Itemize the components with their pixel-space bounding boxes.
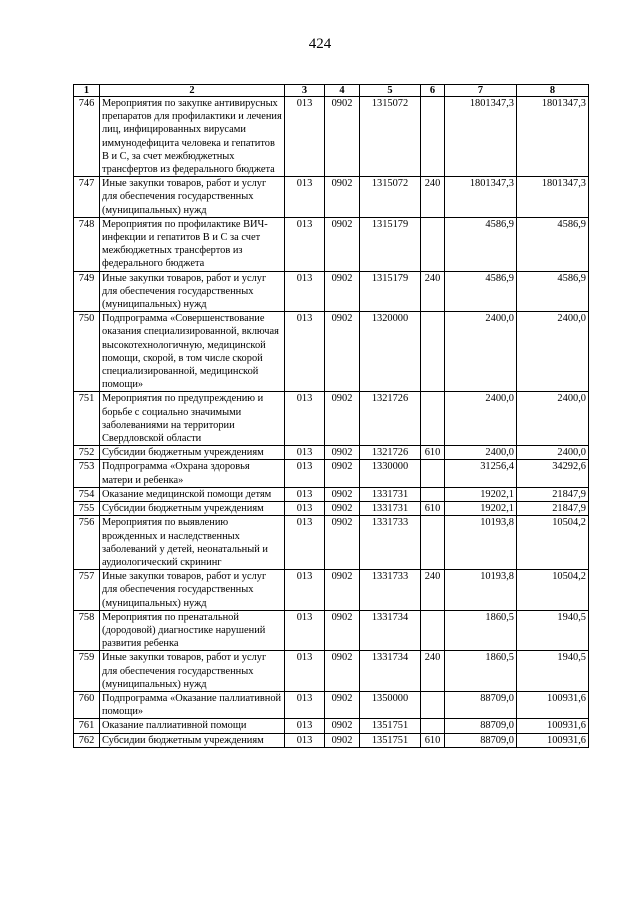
row-description: Иные закупки товаров, работ и услуг для обеспечения государственных (муниципальных) нужд — [100, 570, 285, 611]
section-code: 0902 — [325, 719, 360, 733]
column-header: 8 — [517, 85, 589, 97]
admin-code: 013 — [285, 516, 325, 570]
expense-type — [421, 610, 445, 651]
section-code: 0902 — [325, 516, 360, 570]
amount-year-1: 19202,1 — [445, 487, 517, 501]
section-code: 0902 — [325, 733, 360, 747]
amount-year-1: 1860,5 — [445, 651, 517, 692]
amount-year-1: 88709,0 — [445, 691, 517, 718]
section-code: 0902 — [325, 691, 360, 718]
amount-year-2: 100931,6 — [517, 719, 589, 733]
target-article: 1331731 — [360, 502, 421, 516]
amount-year-2: 1940,5 — [517, 651, 589, 692]
target-article: 1315072 — [360, 97, 421, 177]
admin-code: 013 — [285, 487, 325, 501]
expense-type — [421, 691, 445, 718]
expense-type — [421, 719, 445, 733]
amount-year-2: 34292,6 — [517, 460, 589, 487]
table-row — [74, 177, 589, 218]
table-row — [74, 460, 589, 487]
page-number: 424 — [308, 36, 332, 52]
row-description: Субсидии бюджетным учреждениям — [100, 502, 285, 516]
row-number: 757 — [74, 570, 100, 611]
admin-code: 013 — [285, 392, 325, 446]
column-header: 6 — [421, 85, 445, 97]
amount-year-2: 100931,6 — [517, 733, 589, 747]
row-number: 747 — [74, 177, 100, 218]
target-article: 1331731 — [360, 487, 421, 501]
amount-year-2: 1940,5 — [517, 610, 589, 651]
section-code: 0902 — [325, 177, 360, 218]
table-row — [74, 271, 589, 312]
amount-year-1: 19202,1 — [445, 502, 517, 516]
admin-code: 013 — [285, 97, 325, 177]
expense-type: 610 — [421, 502, 445, 516]
target-article: 1331734 — [360, 651, 421, 692]
target-article: 1315179 — [360, 271, 421, 312]
target-article: 1351751 — [360, 719, 421, 733]
table-row — [74, 392, 589, 446]
amount-year-2: 2400,0 — [517, 312, 589, 392]
expense-type — [421, 392, 445, 446]
expense-type — [421, 312, 445, 392]
row-number: 761 — [74, 719, 100, 733]
row-description: Подпрограмма «Совершенствование оказания специализированной, включая высокотехнологичную, медицинской помощи, скорой, в том числе скорой специализированной, медицинской помощи» — [100, 312, 285, 392]
amount-year-1: 10193,8 — [445, 570, 517, 611]
amount-year-2: 4586,9 — [517, 217, 589, 271]
target-article: 1331733 — [360, 516, 421, 570]
row-number: 759 — [74, 651, 100, 692]
target-article: 1321726 — [360, 392, 421, 446]
expense-type — [421, 487, 445, 501]
row-description: Иные закупки товаров, работ и услуг для обеспечения государственных (муниципальных) нужд — [100, 651, 285, 692]
amount-year-1: 4586,9 — [445, 217, 517, 271]
row-description: Оказание паллиативной помощи — [100, 719, 285, 733]
expense-type — [421, 97, 445, 177]
table-body — [74, 97, 589, 748]
row-description: Субсидии бюджетным учреждениям — [100, 733, 285, 747]
expense-type: 240 — [421, 271, 445, 312]
amount-year-1: 88709,0 — [445, 719, 517, 733]
expense-type: 240 — [421, 570, 445, 611]
row-description: Подпрограмма «Оказание паллиативной помощи» — [100, 691, 285, 718]
admin-code: 013 — [285, 651, 325, 692]
amount-year-1: 1801347,3 — [445, 177, 517, 218]
row-description: Оказание медицинской помощи детям — [100, 487, 285, 501]
amount-year-1: 2400,0 — [445, 446, 517, 460]
admin-code: 013 — [285, 312, 325, 392]
table-row — [74, 312, 589, 392]
section-code: 0902 — [325, 312, 360, 392]
budget-table — [73, 84, 589, 748]
target-article: 1315072 — [360, 177, 421, 218]
row-number: 754 — [74, 487, 100, 501]
table-row — [74, 487, 589, 501]
expense-type — [421, 516, 445, 570]
header-row — [74, 85, 589, 97]
amount-year-1: 88709,0 — [445, 733, 517, 747]
target-article: 1321726 — [360, 446, 421, 460]
row-number: 750 — [74, 312, 100, 392]
amount-year-1: 4586,9 — [445, 271, 517, 312]
section-code: 0902 — [325, 487, 360, 501]
amount-year-1: 31256,4 — [445, 460, 517, 487]
target-article: 1351751 — [360, 733, 421, 747]
admin-code: 013 — [285, 177, 325, 218]
column-header: 2 — [100, 85, 285, 97]
expense-type: 610 — [421, 446, 445, 460]
amount-year-2: 21847,9 — [517, 487, 589, 501]
row-description: Субсидии бюджетным учреждениям — [100, 446, 285, 460]
row-description: Подпрограмма «Охрана здоровья матери и ребенка» — [100, 460, 285, 487]
amount-year-1: 1860,5 — [445, 610, 517, 651]
section-code: 0902 — [325, 446, 360, 460]
row-number: 756 — [74, 516, 100, 570]
row-description: Мероприятия по пренатальной (дородовой) диагностике нарушений развития ребенка — [100, 610, 285, 651]
section-code: 0902 — [325, 392, 360, 446]
amount-year-1: 2400,0 — [445, 392, 517, 446]
table-row — [74, 733, 589, 747]
table-row — [74, 502, 589, 516]
amount-year-2: 1801347,3 — [517, 97, 589, 177]
admin-code: 013 — [285, 460, 325, 487]
column-header: 1 — [74, 85, 100, 97]
row-number: 746 — [74, 97, 100, 177]
amount-year-1: 2400,0 — [445, 312, 517, 392]
admin-code: 013 — [285, 610, 325, 651]
column-header: 5 — [360, 85, 421, 97]
row-description: Иные закупки товаров, работ и услуг для обеспечения государственных (муниципальных) нужд — [100, 177, 285, 218]
target-article: 1350000 — [360, 691, 421, 718]
row-number: 748 — [74, 217, 100, 271]
amount-year-2: 2400,0 — [517, 446, 589, 460]
table-row — [74, 446, 589, 460]
amount-year-1: 10193,8 — [445, 516, 517, 570]
amount-year-2: 10504,2 — [517, 570, 589, 611]
table-row — [74, 97, 589, 177]
section-code: 0902 — [325, 651, 360, 692]
amount-year-2: 4586,9 — [517, 271, 589, 312]
expense-type — [421, 460, 445, 487]
row-number: 749 — [74, 271, 100, 312]
table-row — [74, 610, 589, 651]
column-header: 7 — [445, 85, 517, 97]
admin-code: 013 — [285, 733, 325, 747]
section-code: 0902 — [325, 610, 360, 651]
row-number: 758 — [74, 610, 100, 651]
admin-code: 013 — [285, 217, 325, 271]
amount-year-2: 2400,0 — [517, 392, 589, 446]
table-row — [74, 516, 589, 570]
table-row — [74, 719, 589, 733]
row-description: Иные закупки товаров, работ и услуг для обеспечения государственных (муниципальных) нужд — [100, 271, 285, 312]
expense-type — [421, 217, 445, 271]
admin-code: 013 — [285, 502, 325, 516]
section-code: 0902 — [325, 217, 360, 271]
admin-code: 013 — [285, 271, 325, 312]
section-code: 0902 — [325, 97, 360, 177]
table-row — [74, 651, 589, 692]
row-description: Мероприятия по профилактике ВИЧ-инфекции и гепатитов В и С за счет межбюджетных трансфертов из федерального бюджета — [100, 217, 285, 271]
row-description: Мероприятия по предупреждению и борьбе с социально значимыми заболеваниями на территории Свердловской области — [100, 392, 285, 446]
row-description: Мероприятия по закупке антивирусных препаратов для профилактики и лечения лиц, инфицированных вирусами иммунодефицита человека и гепатитов В и С, за счет межбюджетных трансфертов из федерального бюджета — [100, 97, 285, 177]
row-number: 753 — [74, 460, 100, 487]
amount-year-2: 100931,6 — [517, 691, 589, 718]
expense-type: 610 — [421, 733, 445, 747]
row-number: 760 — [74, 691, 100, 718]
amount-year-2: 21847,9 — [517, 502, 589, 516]
section-code: 0902 — [325, 502, 360, 516]
column-header: 4 — [325, 85, 360, 97]
table-row — [74, 217, 589, 271]
target-article: 1330000 — [360, 460, 421, 487]
row-number: 755 — [74, 502, 100, 516]
target-article: 1320000 — [360, 312, 421, 392]
section-code: 0902 — [325, 460, 360, 487]
amount-year-2: 1801347,3 — [517, 177, 589, 218]
row-number: 751 — [74, 392, 100, 446]
amount-year-2: 10504,2 — [517, 516, 589, 570]
admin-code: 013 — [285, 691, 325, 718]
expense-type: 240 — [421, 651, 445, 692]
target-article: 1315179 — [360, 217, 421, 271]
row-number: 762 — [74, 733, 100, 747]
expense-type: 240 — [421, 177, 445, 218]
target-article: 1331733 — [360, 570, 421, 611]
section-code: 0902 — [325, 271, 360, 312]
admin-code: 013 — [285, 570, 325, 611]
row-description: Мероприятия по выявлению врожденных и наследственных заболеваний у детей, неонатальный и аудиологический скрининг — [100, 516, 285, 570]
row-number: 752 — [74, 446, 100, 460]
target-article: 1331734 — [360, 610, 421, 651]
table-row — [74, 691, 589, 718]
section-code: 0902 — [325, 570, 360, 611]
admin-code: 013 — [285, 446, 325, 460]
table-row — [74, 570, 589, 611]
amount-year-1: 1801347,3 — [445, 97, 517, 177]
column-header: 3 — [285, 85, 325, 97]
admin-code: 013 — [285, 719, 325, 733]
